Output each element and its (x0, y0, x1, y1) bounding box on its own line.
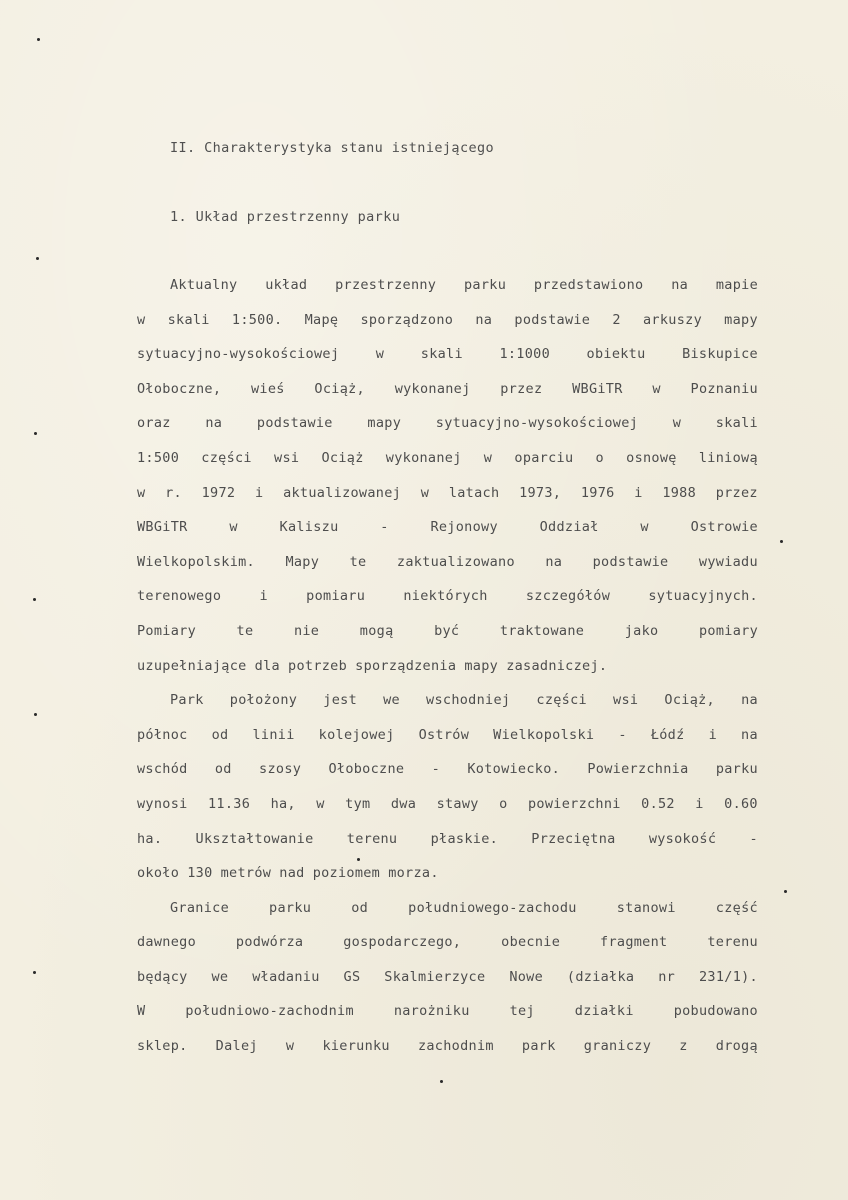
text-line (137, 379, 758, 414)
word: uzupełniające (137, 657, 247, 674)
word: podstawie (592, 553, 669, 570)
word: te (349, 553, 367, 570)
text-line (137, 275, 758, 310)
text-line (137, 656, 758, 691)
word: osnowę (626, 449, 677, 466)
word: 231/1). (698, 968, 758, 985)
word: w (316, 795, 325, 812)
word: południowego-zachodu (408, 899, 577, 916)
text-line (137, 690, 758, 725)
word: od (351, 899, 369, 916)
word: w (672, 415, 682, 432)
word: południowo-zachodnim (185, 1003, 354, 1020)
word: Przeciętna (531, 830, 616, 847)
word: arkuszy (643, 311, 702, 328)
text-line (137, 967, 758, 1002)
word: pobudowano (673, 1003, 758, 1020)
text-line (137, 448, 758, 483)
word: w (229, 519, 238, 536)
word: Pomiary (137, 622, 196, 639)
word: sytuacyjno-wysokościowej (137, 346, 340, 363)
word: przez (500, 380, 543, 397)
text-line (137, 725, 758, 760)
word: szosy (259, 761, 302, 778)
word: od (214, 761, 232, 778)
word: kierunku (322, 1038, 390, 1055)
word: we (383, 692, 400, 709)
word: r. (165, 484, 182, 501)
word: i (708, 726, 717, 743)
word: GS (343, 968, 361, 985)
word: Aktualny (170, 277, 238, 293)
word: Mapy (285, 553, 320, 570)
word: metrów (220, 865, 272, 882)
word: Łódź (650, 726, 685, 743)
word: w (285, 1038, 295, 1055)
word: szczegółów (525, 588, 611, 605)
word: Mapę (304, 311, 339, 328)
word: na (475, 311, 493, 328)
word: wykonanej (385, 449, 462, 466)
word: nad (279, 865, 305, 882)
word: mogą (359, 622, 394, 639)
text-line (137, 932, 758, 967)
scan-speck (784, 890, 787, 893)
text-line (137, 552, 758, 587)
word: obiektu (586, 346, 646, 363)
scan-speck (357, 858, 360, 861)
text-line (137, 863, 758, 898)
text-line (137, 1001, 758, 1036)
word: te (236, 622, 254, 639)
word: aktualizowanej (283, 484, 402, 501)
word: 1:500 (137, 449, 180, 466)
word: przestrzenny (335, 277, 437, 293)
word: Ostrowie (690, 519, 758, 536)
word: - (749, 830, 758, 847)
word: i (259, 588, 268, 605)
word: wysokość (648, 830, 717, 847)
word: w (420, 484, 430, 501)
text-line (137, 344, 758, 379)
word: terenu (707, 934, 758, 951)
word: Oddział (539, 519, 599, 536)
scan-speck (33, 971, 36, 974)
text-line (137, 759, 758, 794)
word: tej (509, 1003, 535, 1020)
word: skali (167, 311, 210, 328)
word: stanowi (616, 899, 676, 916)
word: zasadniczej. (506, 657, 608, 674)
word: skali (715, 415, 758, 432)
word: władaniu (252, 968, 320, 985)
word: Kaliszu (279, 519, 339, 536)
word: Poznaniu (690, 380, 758, 397)
word: około (137, 865, 180, 882)
word: na (205, 415, 223, 432)
text-line (137, 517, 758, 552)
word: 1:1000 (499, 346, 551, 363)
word: 1973, (519, 484, 562, 501)
subsection-title: 1. Układ przestrzenny parku (170, 209, 401, 225)
word: dwa (390, 795, 417, 812)
word: części (536, 692, 587, 709)
word: morza. (388, 865, 439, 882)
word: 1976 (580, 484, 615, 501)
word: w (640, 519, 649, 536)
word: wschodniej (426, 692, 511, 709)
word: wschód (137, 761, 188, 778)
word: Park (170, 692, 204, 709)
word: i (695, 795, 704, 812)
word: Rejonowy (430, 519, 498, 536)
word: sporządzenia (355, 657, 457, 674)
scan-speck (36, 257, 39, 260)
word: Nowe (509, 968, 544, 985)
word: na (741, 726, 758, 743)
word: i (254, 484, 264, 501)
word: ha, (270, 795, 296, 812)
word: 1972 (201, 484, 236, 501)
word: narożniku (393, 1003, 470, 1020)
word: ha. (137, 830, 163, 847)
text-line (137, 586, 758, 621)
word: o (499, 795, 508, 812)
word: w (483, 449, 493, 466)
word: położony (229, 692, 298, 709)
word: przedstawiono (533, 277, 644, 293)
word: na (741, 692, 758, 709)
word: - (431, 761, 441, 778)
word: w (137, 484, 146, 501)
word: graniczy (583, 1038, 652, 1055)
word: jako (624, 622, 659, 639)
word: oraz (137, 415, 171, 432)
word: wieś (250, 380, 285, 397)
word: dawnego (137, 934, 196, 951)
word: W (137, 1003, 146, 1020)
word: sporządzono (360, 311, 454, 328)
word: wsi (274, 449, 300, 466)
word: Skalmierzyce (384, 968, 486, 985)
word: 1:500. (231, 311, 283, 328)
word: Wielkopolskim. (137, 553, 255, 570)
word: mapy (367, 415, 402, 432)
word: z (679, 1038, 688, 1055)
word: Ociąż, (314, 380, 365, 397)
word: stawy (436, 795, 479, 812)
word: Ołoboczne, (137, 380, 222, 397)
text-line (137, 483, 758, 518)
word: drogą (715, 1038, 758, 1055)
word: wsi (613, 692, 639, 709)
word: Ostrów (418, 726, 470, 743)
word: dla (254, 657, 280, 674)
scan-speck (34, 713, 37, 716)
text-line (137, 1036, 758, 1071)
word: Ociąż (321, 449, 364, 466)
word: parku (715, 761, 758, 778)
word: na (545, 553, 563, 570)
word: być (434, 622, 460, 639)
word: powierzchni (528, 795, 621, 812)
word: pomiary (699, 622, 758, 639)
word: układ (265, 277, 308, 293)
word: i (634, 484, 643, 501)
word: podstawie (256, 415, 333, 432)
body-text (137, 275, 758, 1071)
word: płaskie. (430, 830, 499, 847)
text-line (137, 621, 758, 656)
text-line (137, 794, 758, 829)
section-title: II. Charakterystyka stanu istniejącego (170, 140, 495, 156)
word: sytuacyjno-wysokościowej (435, 415, 639, 432)
word: w (375, 346, 385, 363)
word: w (652, 380, 661, 397)
word: 130 (187, 865, 213, 882)
word: mapy (724, 311, 758, 328)
word: zachodnim (417, 1038, 494, 1055)
word: oparciu (514, 449, 574, 466)
word: od (211, 726, 229, 743)
word: parku (269, 899, 312, 916)
word: działki (574, 1003, 634, 1020)
word: nie (293, 622, 320, 639)
word: przez (715, 484, 758, 501)
word: terenu (346, 830, 398, 847)
word: na (671, 277, 689, 293)
word: wykonanej (394, 380, 471, 397)
word: Powierzchnia (587, 761, 689, 778)
word: północ (137, 726, 188, 743)
word: Dalej (215, 1038, 258, 1055)
word: będący (137, 968, 188, 985)
text-line (137, 413, 758, 448)
word: mapy (464, 657, 499, 674)
word: wywiadu (698, 553, 758, 570)
word: - (618, 726, 627, 743)
word: zaktualizowano (396, 553, 515, 570)
word: 0.52 (641, 795, 675, 812)
word: parku (464, 277, 507, 293)
word: liniową (698, 449, 758, 466)
scan-speck (33, 598, 36, 601)
word: Wielkopolski (493, 726, 595, 743)
word: sklep. (137, 1038, 188, 1055)
word: kolejowej (318, 726, 395, 743)
word: potrzeb (288, 657, 348, 674)
word: Ukształtowanie (195, 830, 314, 847)
word: jest (323, 692, 358, 709)
word: pomiaru (306, 588, 366, 605)
word: podstawie (514, 311, 591, 328)
word: (działka (566, 968, 635, 985)
word: terenowego (137, 588, 222, 605)
word: WBGiTR (137, 519, 188, 536)
word: podwórza (235, 934, 304, 951)
word: nr (658, 968, 676, 985)
word: we (211, 968, 229, 985)
word: mapie (715, 277, 758, 293)
text-line (137, 310, 758, 345)
word: linii (252, 726, 295, 743)
word: poziomem (312, 865, 381, 882)
word: o (595, 449, 604, 466)
word: wynosi (137, 795, 188, 812)
word: 11.36 (208, 795, 251, 812)
word: gospodarczego, (343, 934, 462, 951)
word: niektórych (403, 588, 488, 605)
word: sytuacyjnych. (648, 588, 758, 605)
scan-speck (780, 540, 783, 543)
word: 2 (612, 311, 621, 328)
word: latach (448, 484, 500, 501)
word: tym (345, 795, 371, 812)
scan-speck (34, 432, 37, 435)
text-line (137, 898, 758, 933)
word: park (521, 1038, 556, 1055)
word: Ociąż, (664, 692, 715, 709)
word: Biskupice (682, 346, 758, 363)
word: - (380, 519, 389, 536)
word: traktowane (499, 622, 585, 639)
text-line (137, 829, 758, 864)
scan-speck (440, 1080, 443, 1083)
word: Granice (170, 899, 229, 916)
word: WBGiTR (572, 380, 623, 397)
word: obecnie (501, 934, 561, 951)
word: części (201, 449, 252, 466)
word: skali (420, 346, 463, 363)
word: w (137, 311, 146, 328)
word: część (715, 899, 758, 916)
scan-speck (37, 38, 40, 41)
word: Ołoboczne (328, 761, 405, 778)
word: Kotowiecko. (467, 761, 561, 778)
word: 0.60 (724, 795, 758, 812)
word: 1988 (662, 484, 697, 501)
word: fragment (600, 934, 668, 951)
